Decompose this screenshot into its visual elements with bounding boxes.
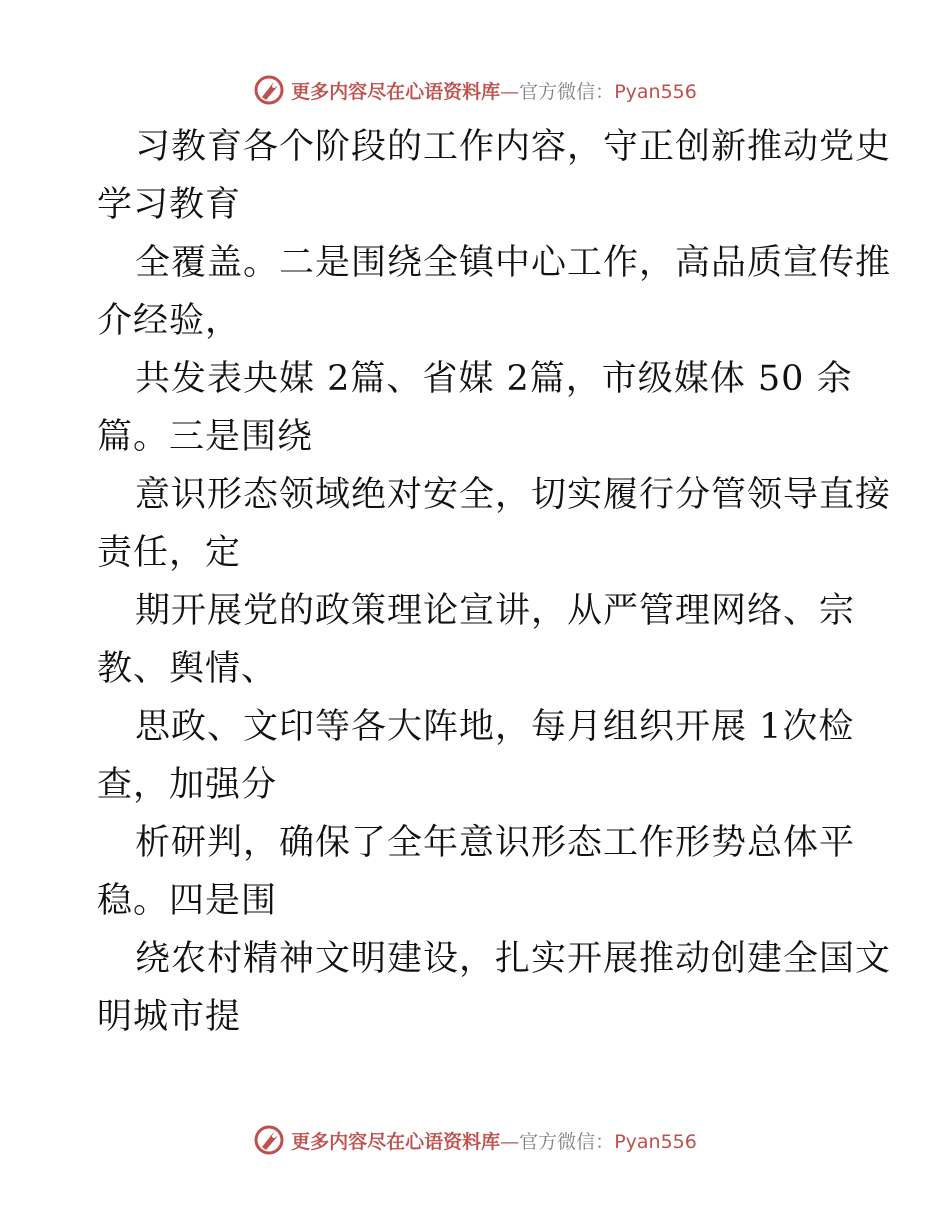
text-line: 思政、文印等各大阵地，每月组织开展 1次检 bbox=[135, 707, 855, 747]
header-banner-dash: — bbox=[500, 80, 520, 103]
text-line: 共发表央媒 2篇、省媒 2篇，市级媒体 50 余 bbox=[135, 359, 853, 399]
text-line: 介经验， bbox=[97, 301, 242, 341]
text-line: 意识形态领域绝对安全，切实履行分管领导直接 bbox=[135, 475, 892, 515]
footer-banner-text bbox=[291, 1127, 697, 1154]
text-line: 期开展党的政策理论宣讲，从严管理网络、宗 bbox=[135, 591, 856, 631]
header-banner-wechat: Pyan556 bbox=[614, 80, 697, 103]
text-line: 明城市提 bbox=[97, 997, 242, 1037]
footer-banner-main: 更多内容尽在心语资料库 bbox=[291, 1130, 501, 1153]
text-line: 稳。四是围 bbox=[97, 881, 278, 921]
text-line: 绕农村精神文明建设，扎实开展推动创建全国文 bbox=[135, 939, 892, 979]
header-banner-official: 官方微信： bbox=[519, 80, 615, 103]
text-line: 全覆盖。二是围绕全镇中心工作，高品质宣传推 bbox=[135, 243, 892, 283]
pen-nib-circle-icon bbox=[253, 74, 285, 106]
header-banner-text bbox=[291, 77, 697, 104]
header-banner bbox=[0, 70, 950, 110]
header-banner-main: 更多内容尽在心语资料库 bbox=[291, 80, 501, 103]
footer-banner-wechat: Pyan556 bbox=[614, 1130, 697, 1153]
document-body bbox=[97, 118, 892, 1046]
pen-nib-circle-icon bbox=[253, 1124, 285, 1156]
text-line: 篇。三是围绕 bbox=[97, 417, 314, 457]
text-line: 责任，定 bbox=[97, 533, 242, 573]
text-line: 教、舆情、 bbox=[97, 649, 278, 689]
footer-banner-dash: — bbox=[500, 1130, 520, 1153]
footer-banner bbox=[0, 1120, 950, 1160]
text-line: 析研判，确保了全年意识形态工作形势总体平 bbox=[135, 823, 856, 863]
text-line: 查，加强分 bbox=[97, 765, 278, 805]
text-line: 学习教育 bbox=[97, 185, 242, 225]
footer-banner-official: 官方微信： bbox=[519, 1130, 615, 1153]
text-line: 习教育各个阶段的工作内容，守正创新推动党史 bbox=[135, 127, 892, 167]
